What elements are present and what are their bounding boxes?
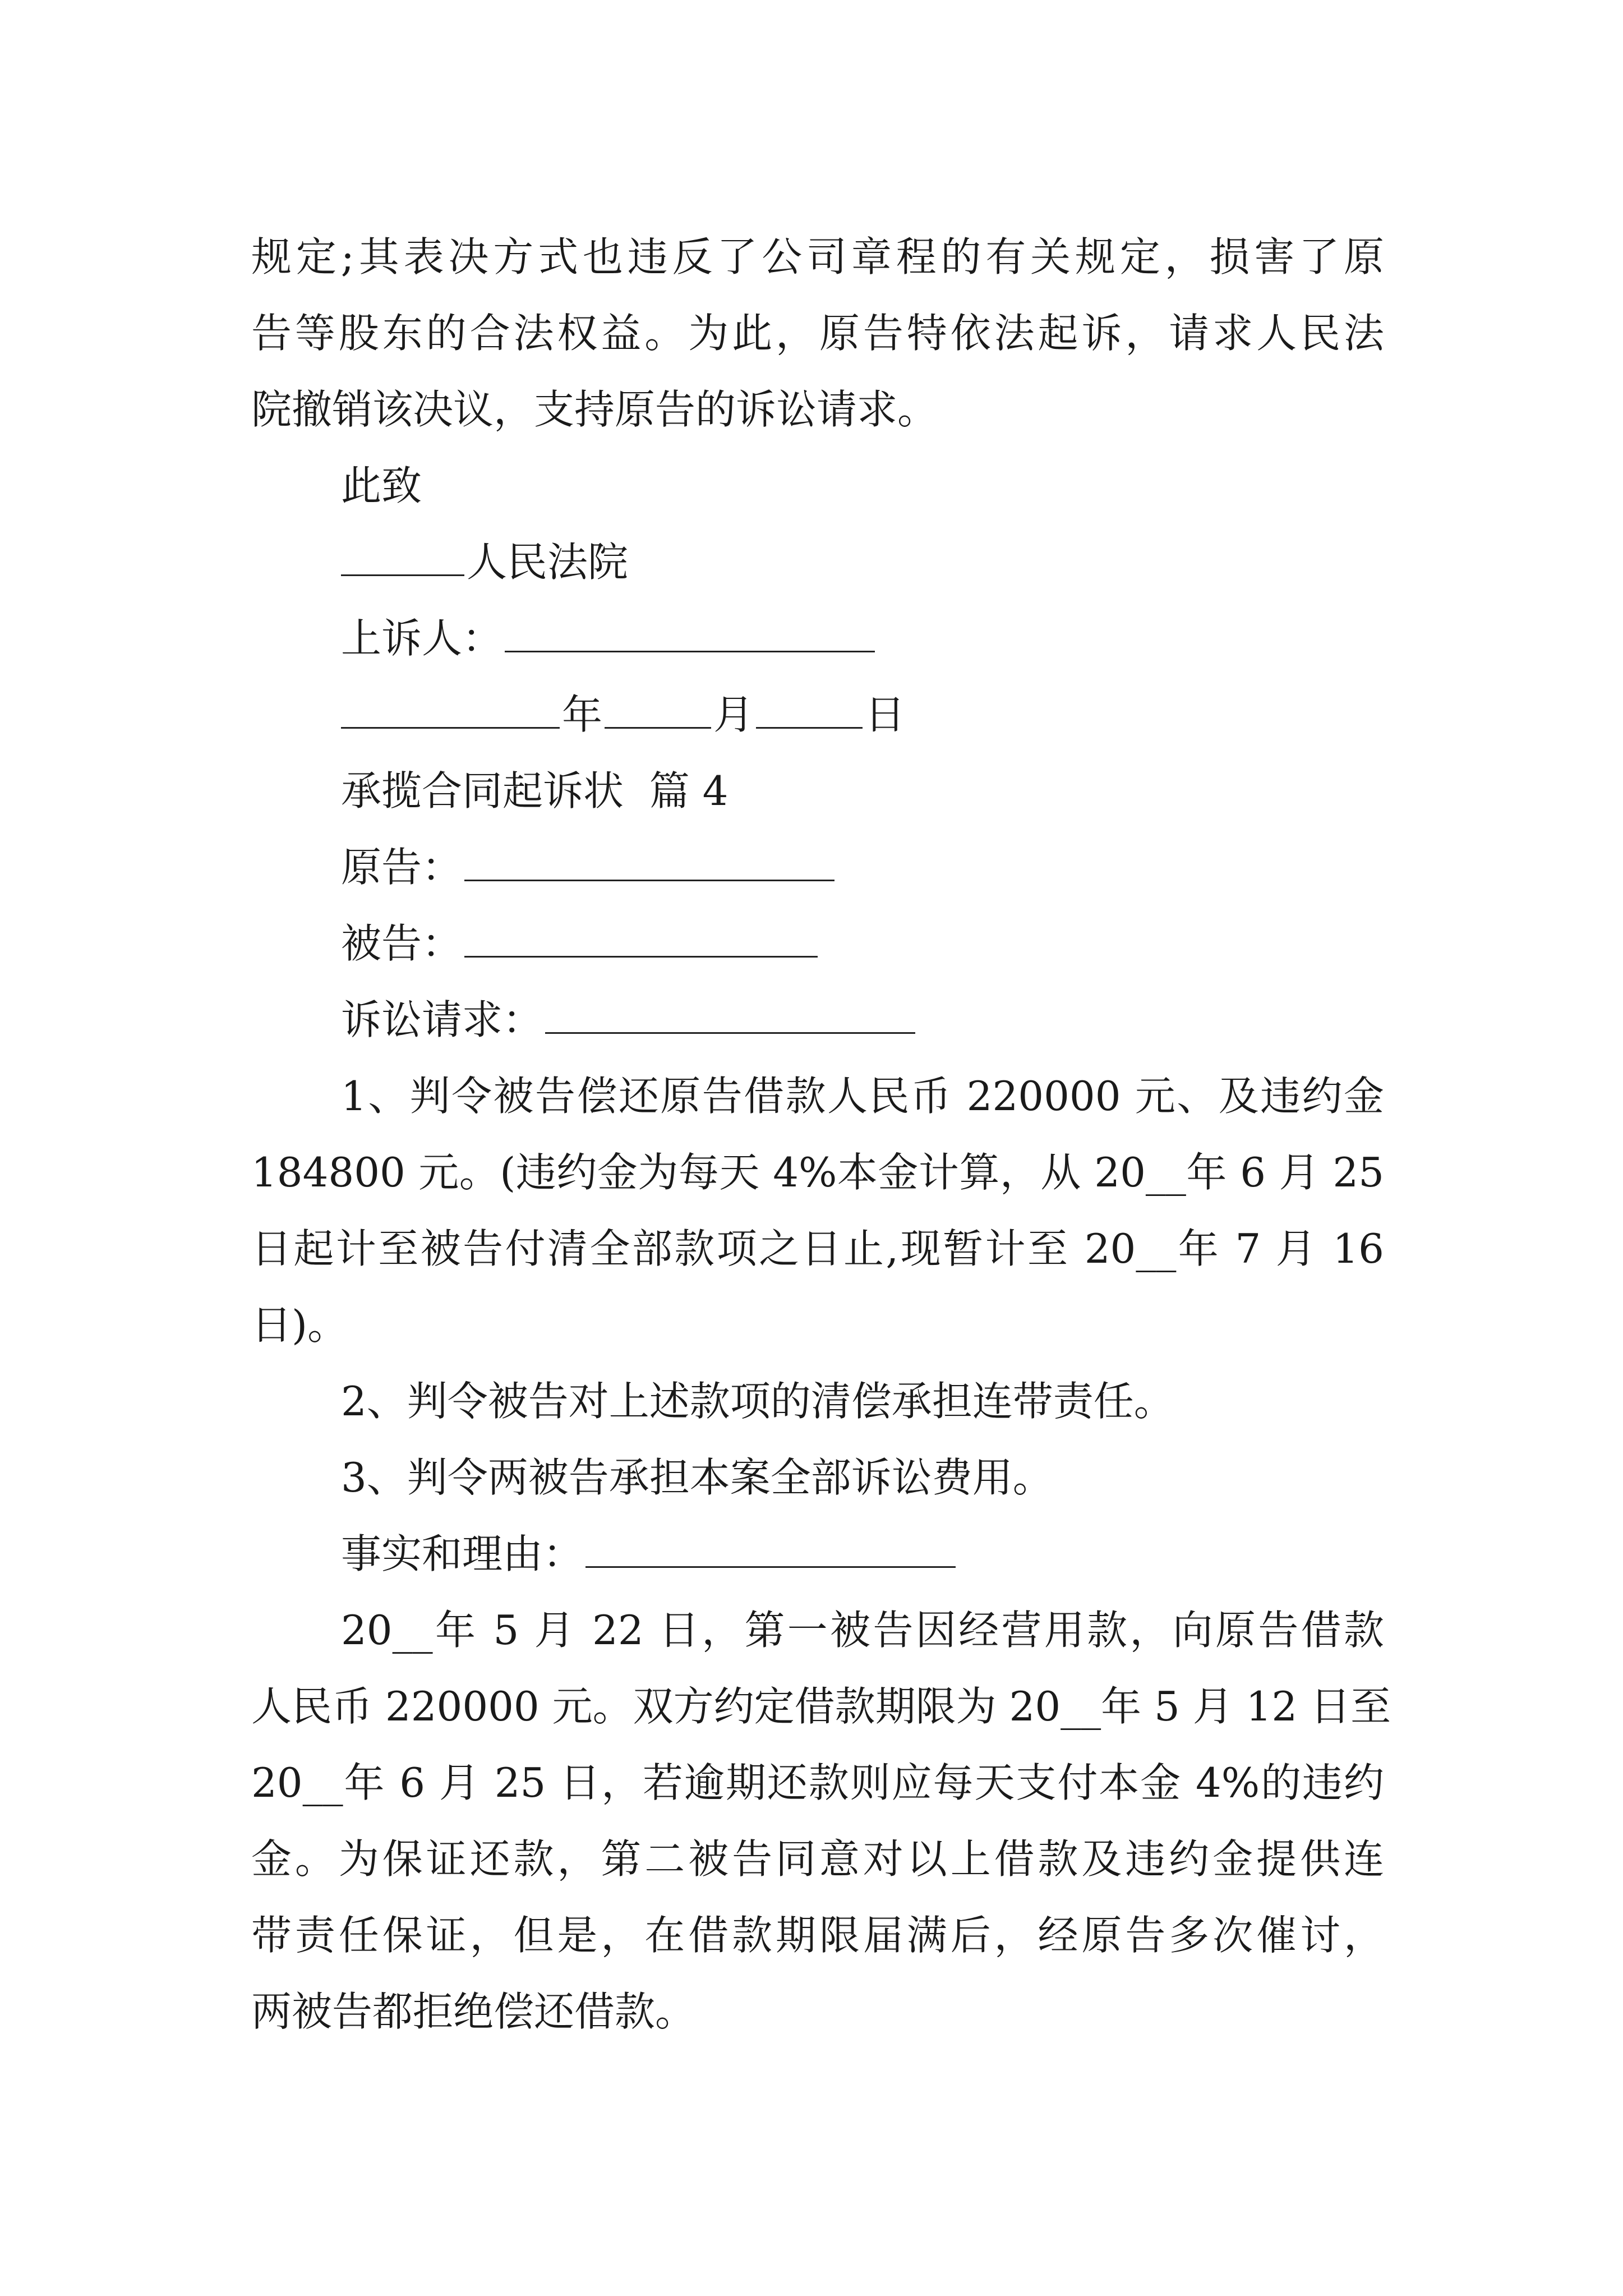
date-line — [251, 677, 1384, 753]
defendant-label: 被告： — [341, 920, 463, 967]
plaintiff-label: 原告： — [341, 844, 463, 891]
paragraph-line: 规定;其表决方式也违反了公司章程的有关规定，损害了原 — [251, 233, 1384, 280]
year-blank — [341, 680, 560, 729]
claims-line — [251, 982, 1384, 1058]
claim-3: 3、判令两被告承担本案全部诉讼费用。 — [341, 1454, 1053, 1501]
facts-paragraph-line: 20__年 6 月 25 日，若逾期还款则应每天支付本金 4%的违约 — [251, 1759, 1384, 1806]
court-blank — [341, 527, 464, 576]
facts-label: 事实和理由： — [341, 1530, 584, 1577]
paragraph-line: 院撤销该决议，支持原告的诉讼请求。 — [251, 386, 938, 433]
section-title: 承揽合同起诉状 篇 4 — [341, 767, 728, 815]
appellant-line — [251, 600, 1384, 677]
document-body — [251, 219, 1391, 2050]
claims-label: 诉讼请求： — [341, 996, 543, 1043]
day-blank — [756, 680, 863, 729]
day-label: 日 — [865, 691, 906, 738]
facts-paragraph-line: 带责任保证，但是，在借款期限届满后，经原告多次催讨， — [251, 1912, 1384, 1959]
facts-paragraph-line: 人民币 220000 元。双方约定借款期限为 20__年 5 月 12 日至 — [251, 1683, 1391, 1730]
facts-line — [251, 1516, 1384, 1592]
appellant-blank — [505, 604, 875, 652]
plaintiff-line — [251, 829, 1384, 905]
court-label: 人民法院 — [467, 539, 629, 586]
defendant-blank — [464, 909, 818, 958]
claim-1-line: 日)。 — [251, 1301, 348, 1349]
month-label: 月 — [713, 691, 754, 738]
claim-1-line: 1、判令被告偿还原告借款人民币 220000 元、及违约金 — [341, 1073, 1384, 1120]
defendant-line — [251, 905, 1384, 982]
paragraph-line: 告等股东的合法权益。为此，原告特依法起诉，请求人民法 — [251, 310, 1384, 357]
appellant-label: 上诉人： — [341, 615, 503, 662]
claim-1-line: 日起计至被告付清全部款项之日止,现暂计至 20__年 7 月 16 — [251, 1225, 1384, 1272]
claim-1-line: 184800 元。(违约金为每天 4%本金计算，从 20__年 6 月 25 — [251, 1149, 1384, 1196]
claims-blank — [545, 985, 915, 1034]
facts-paragraph-line: 两被告都拒绝偿还借款。 — [251, 1988, 696, 2035]
facts-paragraph-line: 20__年 5 月 22 日，第一被告因经营用款，向原告借款 — [341, 1607, 1384, 1654]
facts-paragraph-line: 金。为保证还款，第二被告同意对以上借款及违约金提供连 — [251, 1835, 1384, 1883]
year-label: 年 — [562, 691, 603, 738]
court-line — [251, 524, 1384, 600]
claim-2: 2、判令被告对上述款项的清偿承担连带责任。 — [341, 1378, 1174, 1425]
facts-blank — [585, 1519, 956, 1568]
salutation: 此致 — [341, 462, 422, 509]
plaintiff-blank — [464, 832, 834, 881]
month-blank — [605, 680, 711, 729]
